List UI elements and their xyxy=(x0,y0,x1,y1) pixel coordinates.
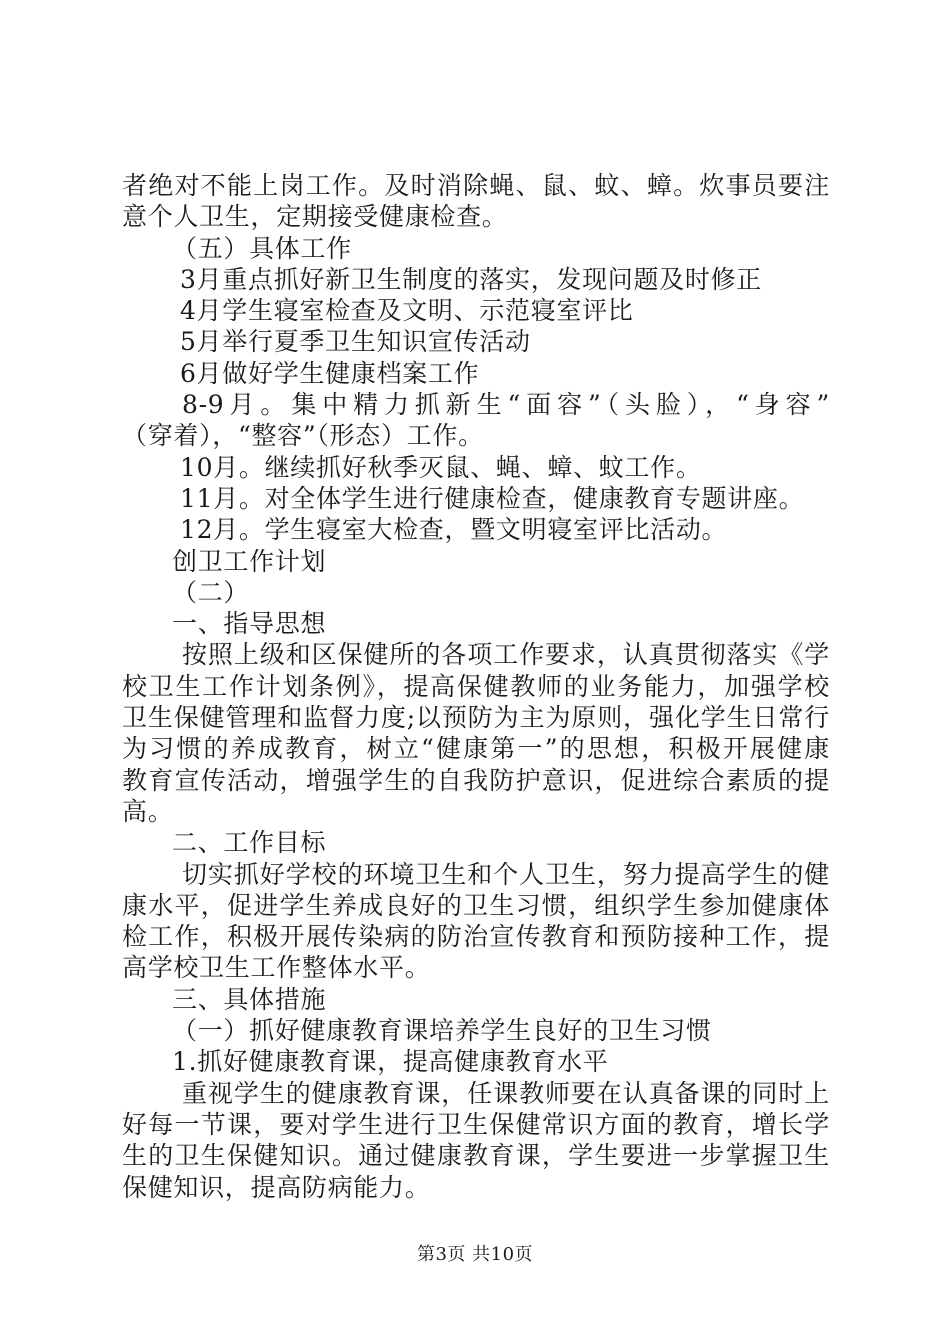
list-item: 3月重点抓好新卫生制度的落实，发现问题及时修正 xyxy=(180,264,763,294)
section-heading: （五）具体工作 xyxy=(172,233,352,263)
list-item: 6月做好学生健康档案工作 xyxy=(180,358,480,388)
list-item: 8-9月。集中精力抓新生“面容”（头脸），“身容” xyxy=(182,390,830,420)
page-number: 第3页 共10页 xyxy=(416,1244,534,1265)
paragraph-line: 检工作，积极开展传染病的防治宣传教育和预防接种工作，提 xyxy=(122,922,830,952)
paragraph-line: 卫生保健管理和监督力度;以预防为主为原则，强化学生日常行 xyxy=(122,703,830,733)
paragraph-line: 保健知识，提高防病能力。 xyxy=(122,1172,431,1202)
list-item: 10月。继续抓好秋季灭鼠、蝇、蟑、蚊工作。 xyxy=(180,452,702,482)
paragraph-line: 生的卫生保健知识。通过健康教育课，学生要进一步掌握卫生 xyxy=(122,1141,830,1171)
list-item: 11月。对全体学生进行健康检查，健康教育专题讲座。 xyxy=(180,483,805,513)
paragraph-line: 校卫生工作计划条例》，提高保健教师的业务能力，加强学校 xyxy=(122,671,830,701)
list-item: 12月。学生寝室大检查，暨文明寝室评比活动。 xyxy=(180,515,728,545)
paragraph-line: 高学校卫生工作整体水平。 xyxy=(122,953,431,983)
paragraph-line: 意个人卫生，定期接受健康检查。 xyxy=(122,202,508,232)
paragraph-line: 切实抓好学校的环境卫生和个人卫生，努力提高学生的健 xyxy=(182,859,830,889)
paragraph-line: 按照上级和区保健所的各项工作要求，认真贯彻落实《学 xyxy=(182,640,830,670)
paragraph-line: 康水平，促进学生养成良好的卫生习惯，组织学生参加健康体 xyxy=(122,890,830,920)
paragraph-line: 重视学生的健康教育课，任课教师要在认真备课的同时上 xyxy=(182,1078,830,1108)
paragraph-line: 者绝对不能上岗工作。及时消除蝇、鼠、蚊、蟑。炊事员要注 xyxy=(122,171,830,200)
paragraph-line: （穿着），“整容”（形态）工作。 xyxy=(122,421,484,451)
section-heading: （二） xyxy=(172,577,250,607)
paragraph-line: 为习惯的养成教育，树立“健康第一”的思想，积极开展健康 xyxy=(122,734,830,764)
section-heading: 二、工作目标 xyxy=(172,828,327,858)
document-body xyxy=(122,170,830,1203)
list-item: 5月举行夏季卫生知识宣传活动 xyxy=(180,327,531,357)
paragraph-line: 好每一节课，要对学生进行卫生保健常识方面的教育，增长学 xyxy=(122,1109,830,1139)
section-heading: 三、具体措施 xyxy=(172,984,327,1014)
section-heading: 一、指导思想 xyxy=(172,609,327,639)
section-heading: （一）抓好健康教育课培养学生良好的卫生习惯 xyxy=(172,1016,712,1046)
paragraph-line: 高。 xyxy=(122,796,174,826)
document-title: 创卫工作计划 xyxy=(172,546,327,576)
list-item: 4月学生寝室检查及文明、示范寝室评比 xyxy=(180,296,634,326)
section-heading: 1.抓好健康教育课，提高健康教育水平 xyxy=(172,1047,609,1077)
paragraph-line: 教育宣传活动，增强学生的自我防护意识，促进综合素质的提 xyxy=(122,765,830,795)
